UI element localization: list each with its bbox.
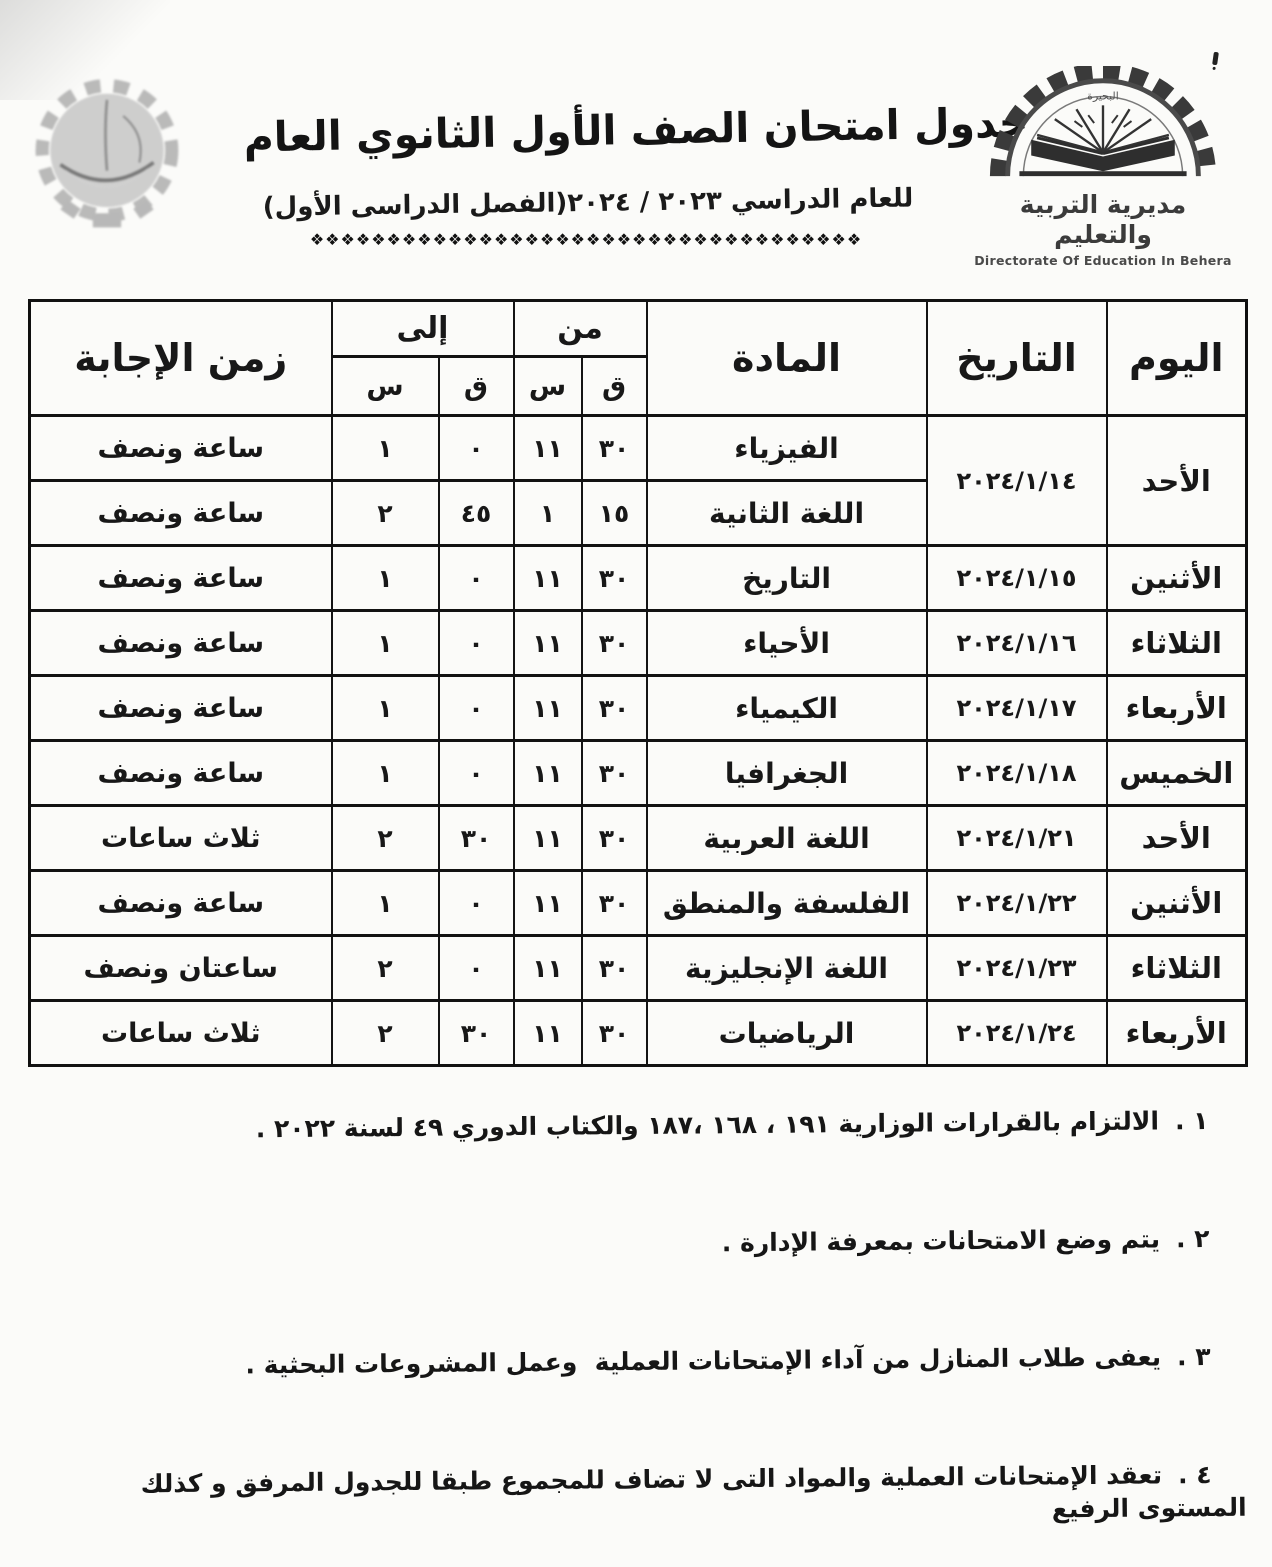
subject-cell: اللغة الإنجليزية <box>647 936 927 1001</box>
from-minutes-cell: ٣٠ <box>582 1001 647 1066</box>
from-hours-cell: ١١ <box>514 611 582 676</box>
note-text: يعفى طلاب المنازل من آداء الإمتحانات العملية وعمل المشروعات البحثية . <box>245 1342 1162 1380</box>
table-row <box>30 416 1247 481</box>
to-minutes-cell: ٠ <box>439 936 514 1001</box>
subject-cell: الفلسفة والمنطق <box>647 871 927 936</box>
stamp-icon <box>26 72 188 237</box>
date-cell: ٢٠٢٤/١/١٧ <box>927 676 1107 741</box>
to-hours-cell: ١ <box>332 546 439 611</box>
table-row <box>30 741 1247 806</box>
subject-cell: اللغة العربية <box>647 806 927 871</box>
to-hours-cell: ٢ <box>332 481 439 546</box>
to-minutes-cell: ٠ <box>439 741 514 806</box>
subject-cell: الفيزياء <box>647 416 927 481</box>
to-hours-cell: ١ <box>332 676 439 741</box>
subject-cell: الكيمياء <box>647 676 927 741</box>
table-row <box>30 1001 1247 1066</box>
from-minutes-cell: ٣٠ <box>582 741 647 806</box>
note-number: ٣ . <box>1176 1341 1211 1372</box>
col-header-from: من <box>514 301 647 357</box>
subject-cell: التاريخ <box>647 546 927 611</box>
to-minutes-cell: ٠ <box>439 546 514 611</box>
to-hours-cell: ١ <box>332 611 439 676</box>
subject-cell: الجغرافيا <box>647 741 927 806</box>
duration-cell: ثلاث ساعات <box>30 1001 332 1066</box>
note-text: تعقد الإمتحانات العملية والمواد التى لا تضاف للمجموع طبقا للجدول المرفق و كذلك المستوى الرفيع <box>131 1460 1247 1524</box>
col-header-day: اليوم <box>1107 301 1247 416</box>
from-hours-cell: ١١ <box>514 741 582 806</box>
emblem-inner-text: البحيرة <box>1087 89 1119 103</box>
duration-cell: ساعة ونصف <box>30 546 332 611</box>
from-hours-cell: ١١ <box>514 546 582 611</box>
page-subtitle: للعام الدراسي ٢٠٢٣ / ٢٠٢٤(الفصل الدراسى الأول) <box>262 183 914 223</box>
from-minutes-cell: ٣٠ <box>582 611 647 676</box>
to-minutes-cell: ٠ <box>439 871 514 936</box>
date-cell: ٢٠٢٤/١/١٦ <box>927 611 1107 676</box>
ornament-divider: ❖❖❖❖❖❖❖❖❖❖❖❖❖❖❖❖❖❖❖❖❖❖❖❖❖❖❖❖❖❖❖❖❖❖❖❖ <box>309 230 863 249</box>
from-minutes-cell: ٣٠ <box>582 546 647 611</box>
col-header-from-hours: س <box>514 357 582 416</box>
day-cell: الثلاثاء <box>1107 936 1247 1001</box>
from-minutes-cell: ١٥ <box>582 481 647 546</box>
day-cell: الأربعاء <box>1107 1001 1247 1066</box>
subject-cell: اللغة الثانية <box>647 481 927 546</box>
subject-cell: الرياضيات <box>647 1001 927 1066</box>
from-hours-cell: ١١ <box>514 416 582 481</box>
duration-cell: ساعة ونصف <box>30 741 332 806</box>
from-minutes-cell: ٣٠ <box>582 936 647 1001</box>
day-cell: الأربعاء <box>1107 676 1247 741</box>
to-hours-cell: ٢ <box>332 806 439 871</box>
col-header-to: إلى <box>332 301 514 357</box>
from-minutes-cell: ٣٠ <box>582 416 647 481</box>
directorate-logo <box>972 66 1234 268</box>
to-hours-cell: ١ <box>332 416 439 481</box>
from-minutes-cell: ٣٠ <box>582 676 647 741</box>
exam-schedule-table <box>28 299 1248 1067</box>
from-hours-cell: ١١ <box>514 871 582 936</box>
note-item <box>27 1307 1246 1417</box>
duration-cell: ثلاث ساعات <box>30 806 332 871</box>
to-hours-cell: ٢ <box>332 1001 439 1066</box>
col-header-to-hours: س <box>332 357 439 416</box>
table-row <box>30 676 1247 741</box>
note-item <box>28 1425 1247 1567</box>
note-item <box>25 1071 1244 1181</box>
to-hours-cell: ١ <box>332 871 439 936</box>
day-cell: الخميس <box>1107 741 1247 806</box>
note-text: الالتزام بالقرارات الوزارية ١٩١ ، ١٦٨ ،١٨٧ والكتاب الدوري ٤٩ لسنة ٢٠٢٢ . <box>255 1106 1160 1144</box>
col-header-duration: زمن الإجابة <box>30 301 332 416</box>
day-cell: الأثنين <box>1107 546 1247 611</box>
to-minutes-cell: ٣٠ <box>439 1001 514 1066</box>
to-minutes-cell: ٠ <box>439 611 514 676</box>
footer-notes <box>25 1071 1247 1567</box>
from-minutes-cell: ٣٠ <box>582 871 647 936</box>
date-cell: ٢٠٢٤/١/١٤ <box>927 416 1107 546</box>
table-row <box>30 806 1247 871</box>
duration-cell: ساعتان ونصف <box>30 936 332 1001</box>
from-minutes-cell: ٣٠ <box>582 806 647 871</box>
date-cell: ٢٠٢٤/١/٢٤ <box>927 1001 1107 1066</box>
to-hours-cell: ٢ <box>332 936 439 1001</box>
date-cell: ٢٠٢٤/١/٢١ <box>927 806 1107 871</box>
date-cell: ٢٠٢٤/١/٢٢ <box>927 871 1107 936</box>
duration-cell: ساعة ونصف <box>30 416 332 481</box>
from-hours-cell: ١١ <box>514 806 582 871</box>
note-number: ١ . <box>1174 1105 1209 1136</box>
from-hours-cell: ١١ <box>514 676 582 741</box>
duration-cell: ساعة ونصف <box>30 676 332 741</box>
day-cell: الأحد <box>1107 806 1247 871</box>
page-title: جدول امتحان الصف الأول الثانوي العام <box>243 98 1029 162</box>
to-minutes-cell: ٤٥ <box>439 481 514 546</box>
directorate-english-name: Directorate Of Education In Behera <box>974 253 1232 268</box>
note-number: ٤ . <box>1177 1459 1212 1490</box>
col-header-from-minutes: ق <box>582 357 647 416</box>
to-minutes-cell: ٠ <box>439 676 514 741</box>
date-cell: ٢٠٢٤/١/٢٣ <box>927 936 1107 1001</box>
note-text: يتم وضع الامتحانات بمعرفة الإدارة . <box>721 1224 1161 1258</box>
ink-speck <box>1212 52 1219 66</box>
table-row <box>30 611 1247 676</box>
to-minutes-cell: ٣٠ <box>439 806 514 871</box>
to-hours-cell: ١ <box>332 741 439 806</box>
note-number: ٢ . <box>1175 1223 1210 1254</box>
directorate-arabic-name: مديرية التربية والتعليم <box>1019 190 1187 249</box>
to-minutes-cell: ٠ <box>439 416 514 481</box>
from-hours-cell: ١ <box>514 481 582 546</box>
col-header-date: التاريخ <box>927 301 1107 416</box>
date-cell: ٢٠٢٤/١/١٨ <box>927 741 1107 806</box>
duration-cell: ساعة ونصف <box>30 481 332 546</box>
duration-cell: ساعة ونصف <box>30 871 332 936</box>
note-item <box>26 1189 1245 1299</box>
day-cell: الأثنين <box>1107 871 1247 936</box>
day-cell: الأحد <box>1107 416 1247 546</box>
table-row <box>30 936 1247 1001</box>
from-hours-cell: ١١ <box>514 936 582 1001</box>
col-header-subject: المادة <box>647 301 927 416</box>
header-row <box>30 301 1247 357</box>
day-cell: الثلاثاء <box>1107 611 1247 676</box>
table-row <box>30 546 1247 611</box>
duration-cell: ساعة ونصف <box>30 611 332 676</box>
col-header-to-minutes: ق <box>439 357 514 416</box>
education-emblem-icon <box>978 66 1228 184</box>
table-row <box>30 871 1247 936</box>
stamp-logo <box>26 72 188 237</box>
date-cell: ٢٠٢٤/١/١٥ <box>927 546 1107 611</box>
from-hours-cell: ١١ <box>514 1001 582 1066</box>
subject-cell: الأحياء <box>647 611 927 676</box>
